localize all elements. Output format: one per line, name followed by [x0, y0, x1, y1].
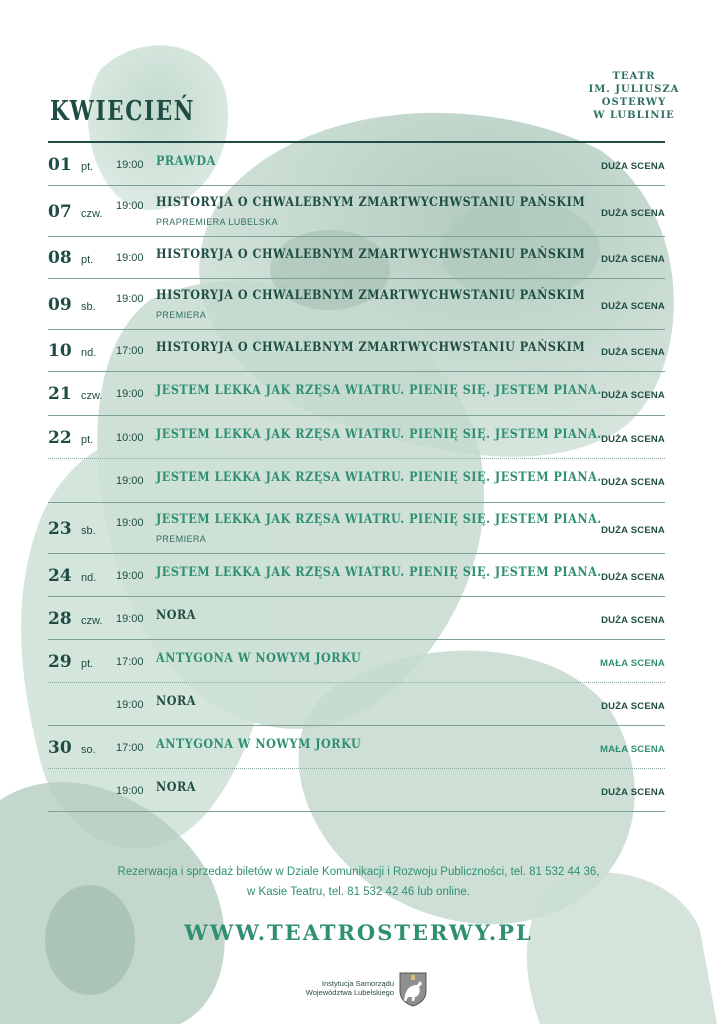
schedule-row — [48, 236, 665, 278]
schedule-row — [48, 458, 665, 502]
performance-day: 30 — [48, 738, 72, 758]
performance-title: HISTORYJA O CHWALEBNYM ZMARTWYCHWSTANIU PAŃSKIM — [156, 195, 586, 210]
institution-line: Instytucja Samorządu — [321, 979, 394, 988]
stage-label: DUŻA SCENA — [601, 787, 665, 798]
performance-title: JESTEM LEKKA JAK RZĘSA WIATRU. PIENIĘ SIĘ. JESTEM PIANA. — [156, 512, 602, 527]
performance-time: 17:00 — [116, 345, 144, 357]
reservation-info — [60, 862, 657, 902]
performance-note: PRAPREMIERA LUBELSKA — [156, 217, 279, 227]
schedule-row — [48, 415, 665, 458]
performance-note: PREMIERA — [156, 310, 207, 320]
stage-label: DUŻA SCENA — [601, 434, 665, 445]
performance-time: 17:00 — [116, 656, 144, 668]
performance-title: JESTEM LEKKA JAK RZĘSA WIATRU. PIENIĘ SIĘ. JESTEM PIANA. — [156, 383, 602, 398]
performance-day: 09 — [48, 295, 72, 315]
theatre-name-line: IM. JULIUSZA — [588, 84, 680, 95]
theatre-name — [574, 70, 694, 122]
month-title: KWIECIEŃ — [50, 96, 196, 127]
performance-title: JESTEM LEKKA JAK RZĘSA WIATRU. PIENIĘ SIĘ. JESTEM PIANA. — [156, 427, 602, 442]
stage-label: DUŻA SCENA — [601, 301, 665, 312]
performance-day: 23 — [48, 519, 72, 539]
performance-day: 29 — [48, 652, 72, 672]
performance-title: NORA — [156, 780, 196, 795]
performance-time: 19:00 — [116, 613, 144, 625]
performance-day: 08 — [48, 248, 72, 268]
performance-title: NORA — [156, 608, 196, 623]
schedule-row — [48, 185, 665, 236]
performance-time: 17:00 — [116, 742, 144, 754]
performance-day: 10 — [48, 341, 72, 361]
performance-weekday: nd. — [81, 347, 97, 359]
stage-label: DUŻA SCENA — [601, 390, 665, 401]
schedule-row — [48, 596, 665, 639]
reservation-line: w Kasie Teatru, tel. 81 532 42 46 lub online. — [247, 886, 470, 898]
stage-label: DUŻA SCENA — [601, 701, 665, 712]
performance-time: 19:00 — [116, 570, 144, 582]
reservation-line: Rezerwacja i sprzedaż biletów w Dziale Komunikacji i Rozwoju Publiczności, tel. 81 532 44 36, — [117, 866, 600, 878]
theatre-name-line: OSTERWY — [601, 97, 667, 108]
performance-day: 01 — [48, 155, 72, 175]
performance-weekday: czw. — [81, 208, 103, 220]
stage-label: DUŻA SCENA — [601, 347, 665, 358]
schedule-row — [48, 502, 665, 553]
schedule-row — [48, 371, 665, 415]
performance-time: 19:00 — [116, 517, 144, 529]
performance-time: 19:00 — [116, 159, 144, 171]
performance-weekday: czw. — [81, 390, 103, 402]
performance-weekday: pt. — [81, 161, 94, 173]
performance-weekday: czw. — [81, 615, 103, 627]
performance-time: 10:00 — [116, 432, 144, 444]
performance-weekday: sb. — [81, 301, 96, 313]
performance-time: 19:00 — [116, 785, 144, 797]
institution-line: Województwa Lubelskiego — [305, 988, 394, 997]
stage-label: MAŁA SCENA — [600, 744, 665, 755]
performance-day: 21 — [48, 384, 72, 404]
performance-weekday: pt. — [81, 434, 94, 446]
performance-time: 19:00 — [116, 252, 144, 264]
stage-label: DUŻA SCENA — [601, 525, 665, 536]
performance-title: HISTORYJA O CHWALEBNYM ZMARTWYCHWSTANIU PAŃSKIM — [156, 288, 586, 303]
performance-time: 19:00 — [116, 475, 144, 487]
website-link[interactable]: WWW.TEATROSTERWY.PL — [184, 920, 533, 945]
schedule-row — [48, 768, 665, 811]
performance-weekday: pt. — [81, 658, 94, 670]
stage-label: MAŁA SCENA — [600, 658, 665, 669]
stage-label: DUŻA SCENA — [601, 161, 665, 172]
performance-day: 28 — [48, 609, 72, 629]
performance-title: JESTEM LEKKA JAK RZĘSA WIATRU. PIENIĘ SIĘ. JESTEM PIANA. — [156, 565, 602, 580]
performance-title: HISTORYJA O CHWALEBNYM ZMARTWYCHWSTANIU PAŃSKIM — [156, 340, 586, 355]
stage-label: DUŻA SCENA — [601, 254, 665, 265]
performance-day: 22 — [48, 428, 72, 448]
theatre-name-line: TEATR — [612, 71, 656, 82]
performance-weekday: pt. — [81, 254, 94, 266]
performance-time: 19:00 — [116, 388, 144, 400]
schedule-row — [48, 553, 665, 596]
schedule-row — [48, 639, 665, 682]
stage-label: DUŻA SCENA — [601, 477, 665, 488]
institution-label — [270, 979, 394, 997]
performance-weekday: nd. — [81, 572, 97, 584]
stage-label: DUŻA SCENA — [601, 572, 665, 583]
performance-title: HISTORYJA O CHWALEBNYM ZMARTWYCHWSTANIU PAŃSKIM — [156, 247, 586, 262]
performance-note: PREMIERA — [156, 534, 207, 544]
performance-title: PRAWDA — [156, 154, 216, 169]
performance-time: 19:00 — [116, 293, 144, 305]
performance-title: ANTYGONA W NOWYM JORKU — [156, 651, 362, 666]
performance-time: 19:00 — [116, 200, 144, 212]
stage-label: DUŻA SCENA — [601, 615, 665, 626]
schedule-row — [48, 329, 665, 371]
performance-weekday: sb. — [81, 525, 96, 537]
performance-time: 19:00 — [116, 699, 144, 711]
voivodeship-crest-icon — [398, 971, 428, 1007]
schedule-row — [48, 682, 665, 725]
performance-title: JESTEM LEKKA JAK RZĘSA WIATRU. PIENIĘ SIĘ. JESTEM PIANA. — [156, 470, 602, 485]
theatre-name-line: W LUBLINIE — [593, 110, 675, 121]
performance-day: 07 — [48, 202, 72, 222]
performance-title: ANTYGONA W NOWYM JORKU — [156, 737, 362, 752]
schedule-row — [48, 725, 665, 768]
performance-day: 24 — [48, 566, 72, 586]
schedule-row — [48, 278, 665, 329]
performance-weekday: so. — [81, 744, 96, 756]
stage-label: DUŻA SCENA — [601, 208, 665, 219]
row-divider — [48, 811, 665, 812]
schedule-row — [48, 143, 665, 185]
performance-title: NORA — [156, 694, 196, 709]
